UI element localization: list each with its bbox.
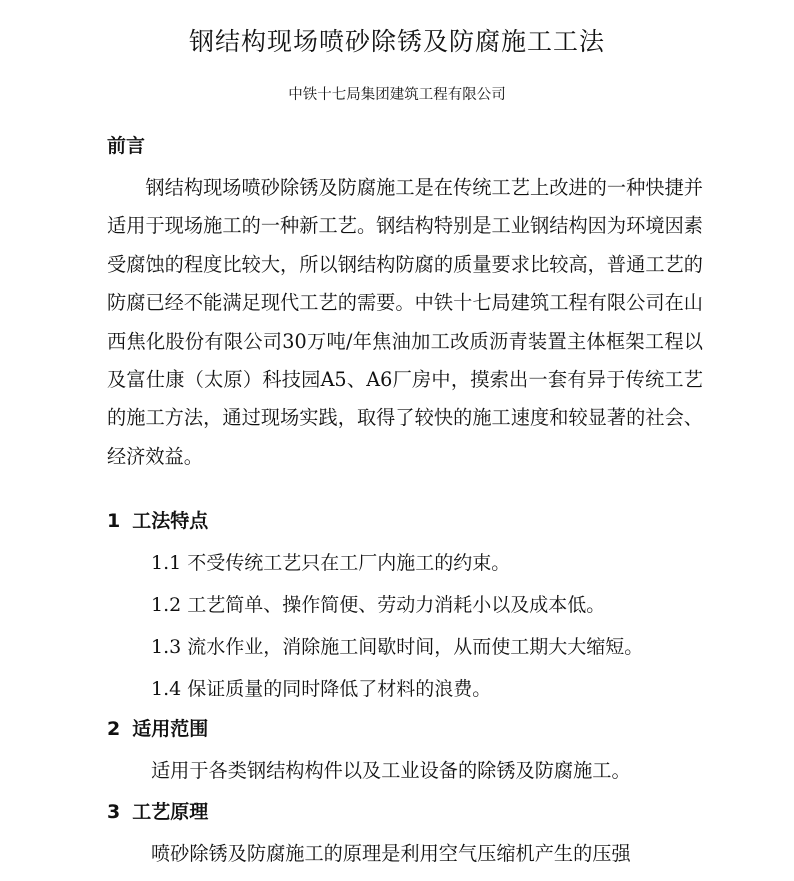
section-2-title: 适用范围 [132,718,209,740]
document-subtitle: 中铁十七局集团建筑工程有限公司 [288,87,506,103]
section-3-title: 工艺原理 [132,801,209,823]
section-2-heading [107,715,208,743]
section-1-item-4: 1.4 保证质量的同时降低了材料的浪费。 [151,678,492,700]
section-3-number: 3 [107,801,121,823]
section-1-item-3: 1.3 流水作业，消除施工间歇时间，从而使工期大大缩短。 [151,636,644,658]
section-1-number: 1 [107,510,121,532]
preface-heading: 前言 [107,135,146,157]
preface-paragraph: 钢结构现场喷砂除锈及防腐施工是在传统工艺上改进的一种快捷并适用于现场施工的一种新工艺。钢结构特别是工业钢结构因为环境因素受腐蚀的程度比较大，所以钢结构防腐的质量要求比较高，普通工艺的防腐已经不能满足现代工艺的需要。中铁十七局建筑工程有限公司在山西焦化股份有限公司30万吨/年焦油加工改质沥青装置主体框架工程以及富仕康（太原）科技园A5、A6厂房中，摸索出一套有异于传统工艺的施工方法，通过现场实践，取得了较快的施工速度和较显著的社会、经济效益。 [107,176,703,468]
section-3-text: 喷砂除锈及防腐施工的原理是利用空气压缩机产生的压强 [151,842,631,865]
section-3-heading [107,798,208,826]
section-1-title: 工法特点 [132,510,209,532]
section-1-item-2: 1.2 工艺简单、操作简便、劳动力消耗小以及成本低。 [151,594,606,616]
section-2-text: 适用于各类钢结构构件以及工业设备的除锈及防腐施工。 [151,759,631,782]
section-1-heading [107,507,208,535]
section-2-number: 2 [107,718,121,740]
document-title: 钢结构现场喷砂除锈及防腐施工工法 [188,27,605,56]
section-1-item-1: 1.1 不受传统工艺只在工厂内施工的约束。 [151,552,511,574]
